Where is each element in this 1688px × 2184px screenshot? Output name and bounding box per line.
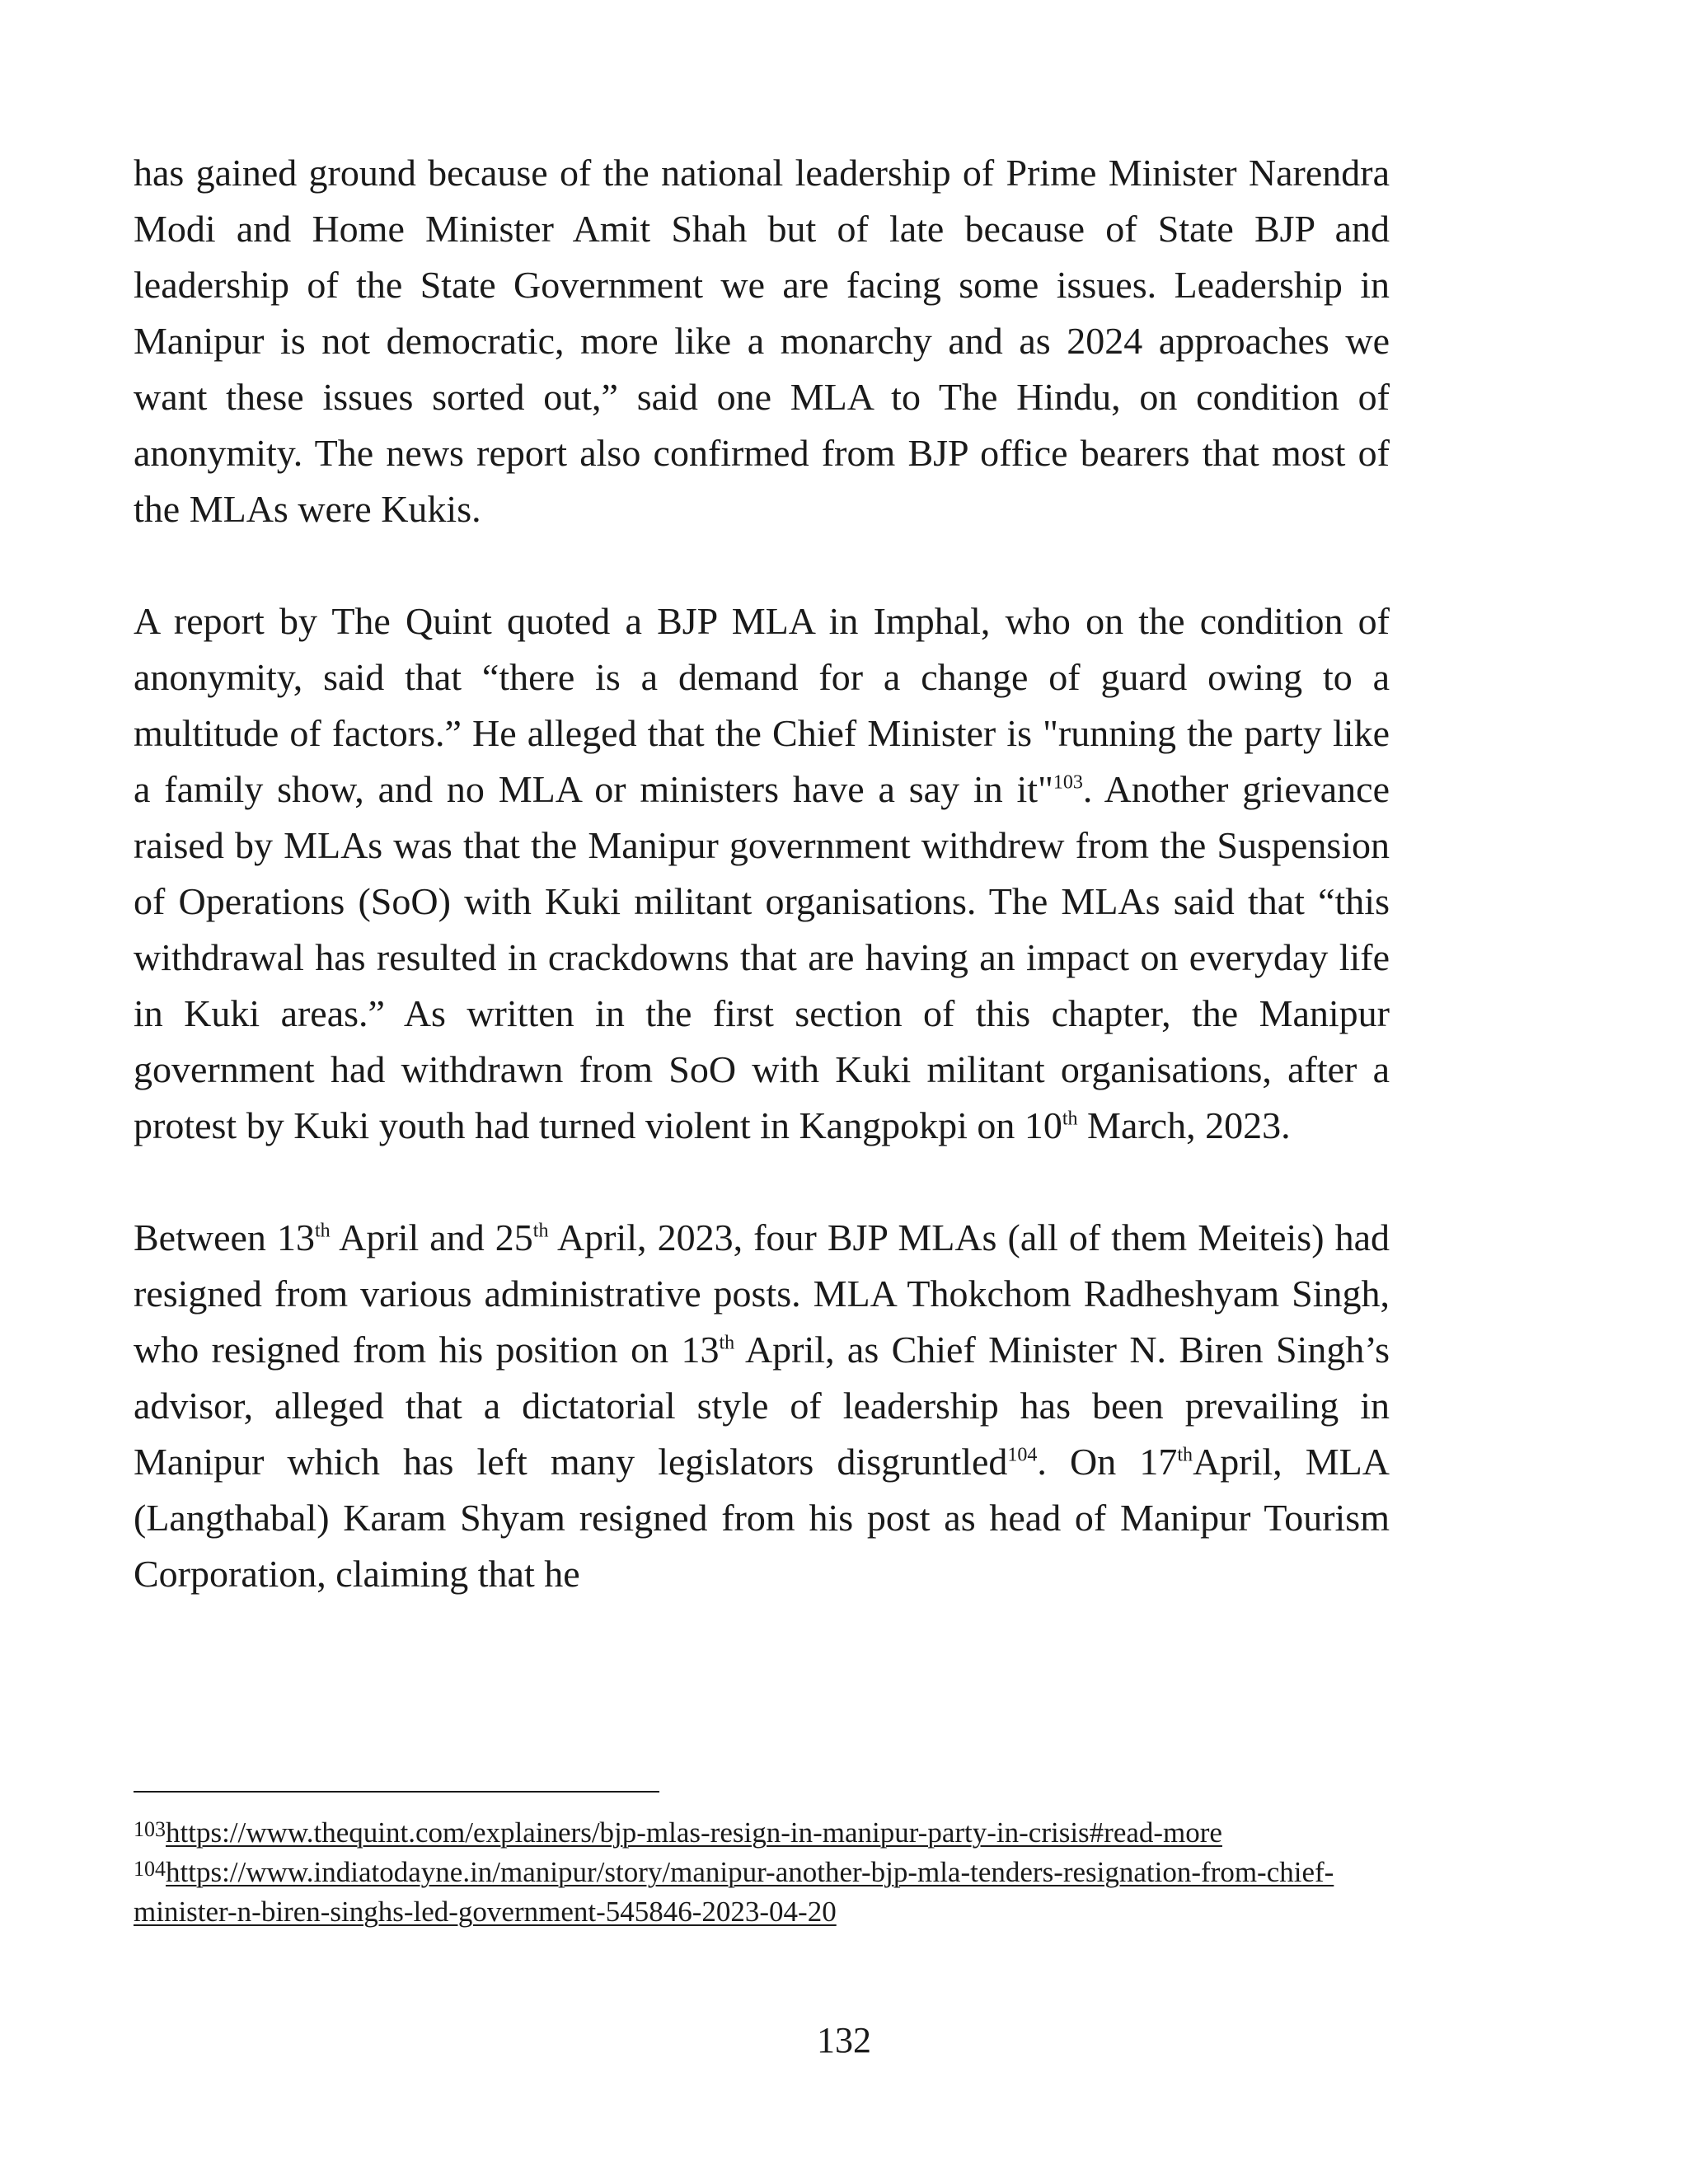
- footnote-link[interactable]: https://www.indiatodayne.in/manipur/story/manipur-another-bjp-mla-tenders-resignation-from-chief-minister-n-biren-singhs-led-government-545846-2023-04-20: [134, 1856, 1334, 1928]
- footnote-separator: [134, 1791, 659, 1793]
- body-text: [134, 145, 1390, 1602]
- text-run: A report by The Quint quoted a BJP MLA in Imphal, who on the condition of anonymity, said that “there is a demand for a change of guard owing to a multitude of factors.” He alleged that the Chief Minister is "running the party like a family show, and no MLA or ministers have a say in it": [134, 600, 1390, 810]
- text-run: Between 13: [134, 1216, 315, 1258]
- superscript: 104: [1007, 1444, 1038, 1466]
- text-run: has gained ground because of the national leadership of Prime Minister Narendra Modi and Home Minister Amit Shah but of late because of State BJP and leadership of the State Government we are facing some issues. Leadership in Manipur is not democratic, more like a monarchy and as 2024 approaches we want these issues sorted out,” said one MLA to The Hindu, on condition of anonymity. The news report also confirmed from BJP office bearers that most of the MLAs were Kukis.: [134, 152, 1390, 530]
- text-run: . Another grievance raised by MLAs was that the Manipur government withdrew from the Suspension of Operations (SoO) with Kuki militant organisations. The MLAs said that “this withdrawal has resulted in crackdowns that are having an impact on everyday life in Kuki areas.” As written in the first section of this chapter, the Manipur government had withdrawn from SoO with Kuki militant organisations, after a protest by Kuki youth had turned violent in Kangpokpi on 10: [134, 768, 1390, 1146]
- footnote-number: 103: [134, 1817, 166, 1841]
- text-run: . On 17: [1037, 1441, 1178, 1483]
- footnotes: [134, 1813, 1403, 1932]
- superscript: th: [532, 1220, 549, 1242]
- text-run: March, 2023.: [1077, 1104, 1291, 1146]
- paragraph: [134, 593, 1390, 1154]
- superscript: th: [719, 1332, 735, 1354]
- superscript: th: [314, 1220, 331, 1242]
- text-run: April, 2023, four BJP MLAs (all of them Meiteis) had resigned from various administrative posts. MLA Thokchom Radheshyam Singh, who resigned from his position on 13: [134, 1216, 1390, 1371]
- footnote-link[interactable]: https://www.thequint.com/explainers/bjp-mlas-resign-in-manipur-party-in-crisis#read-more: [166, 1816, 1222, 1849]
- superscript: 103: [1053, 771, 1083, 794]
- footnote: [134, 1853, 1403, 1932]
- paragraph: [134, 1210, 1390, 1602]
- superscript: th: [1062, 1108, 1078, 1130]
- text-run: April, MLA (Langthabal) Karam Shyam resigned from his post as head of Manipur Tourism Corporation, claiming that he: [134, 1441, 1390, 1595]
- footnote: [134, 1813, 1403, 1853]
- text-run: April, as Chief Minister N. Biren Singh’s advisor, alleged that a dictatorial style of leadership has been prevailing in Manipur which has left many legislators disgruntled: [134, 1329, 1390, 1483]
- paragraph: [134, 145, 1390, 537]
- text-run: April and 25: [330, 1216, 533, 1258]
- footnote-number: 104: [134, 1857, 166, 1881]
- page-number: 132: [817, 2020, 871, 2060]
- superscript: th: [1177, 1444, 1193, 1466]
